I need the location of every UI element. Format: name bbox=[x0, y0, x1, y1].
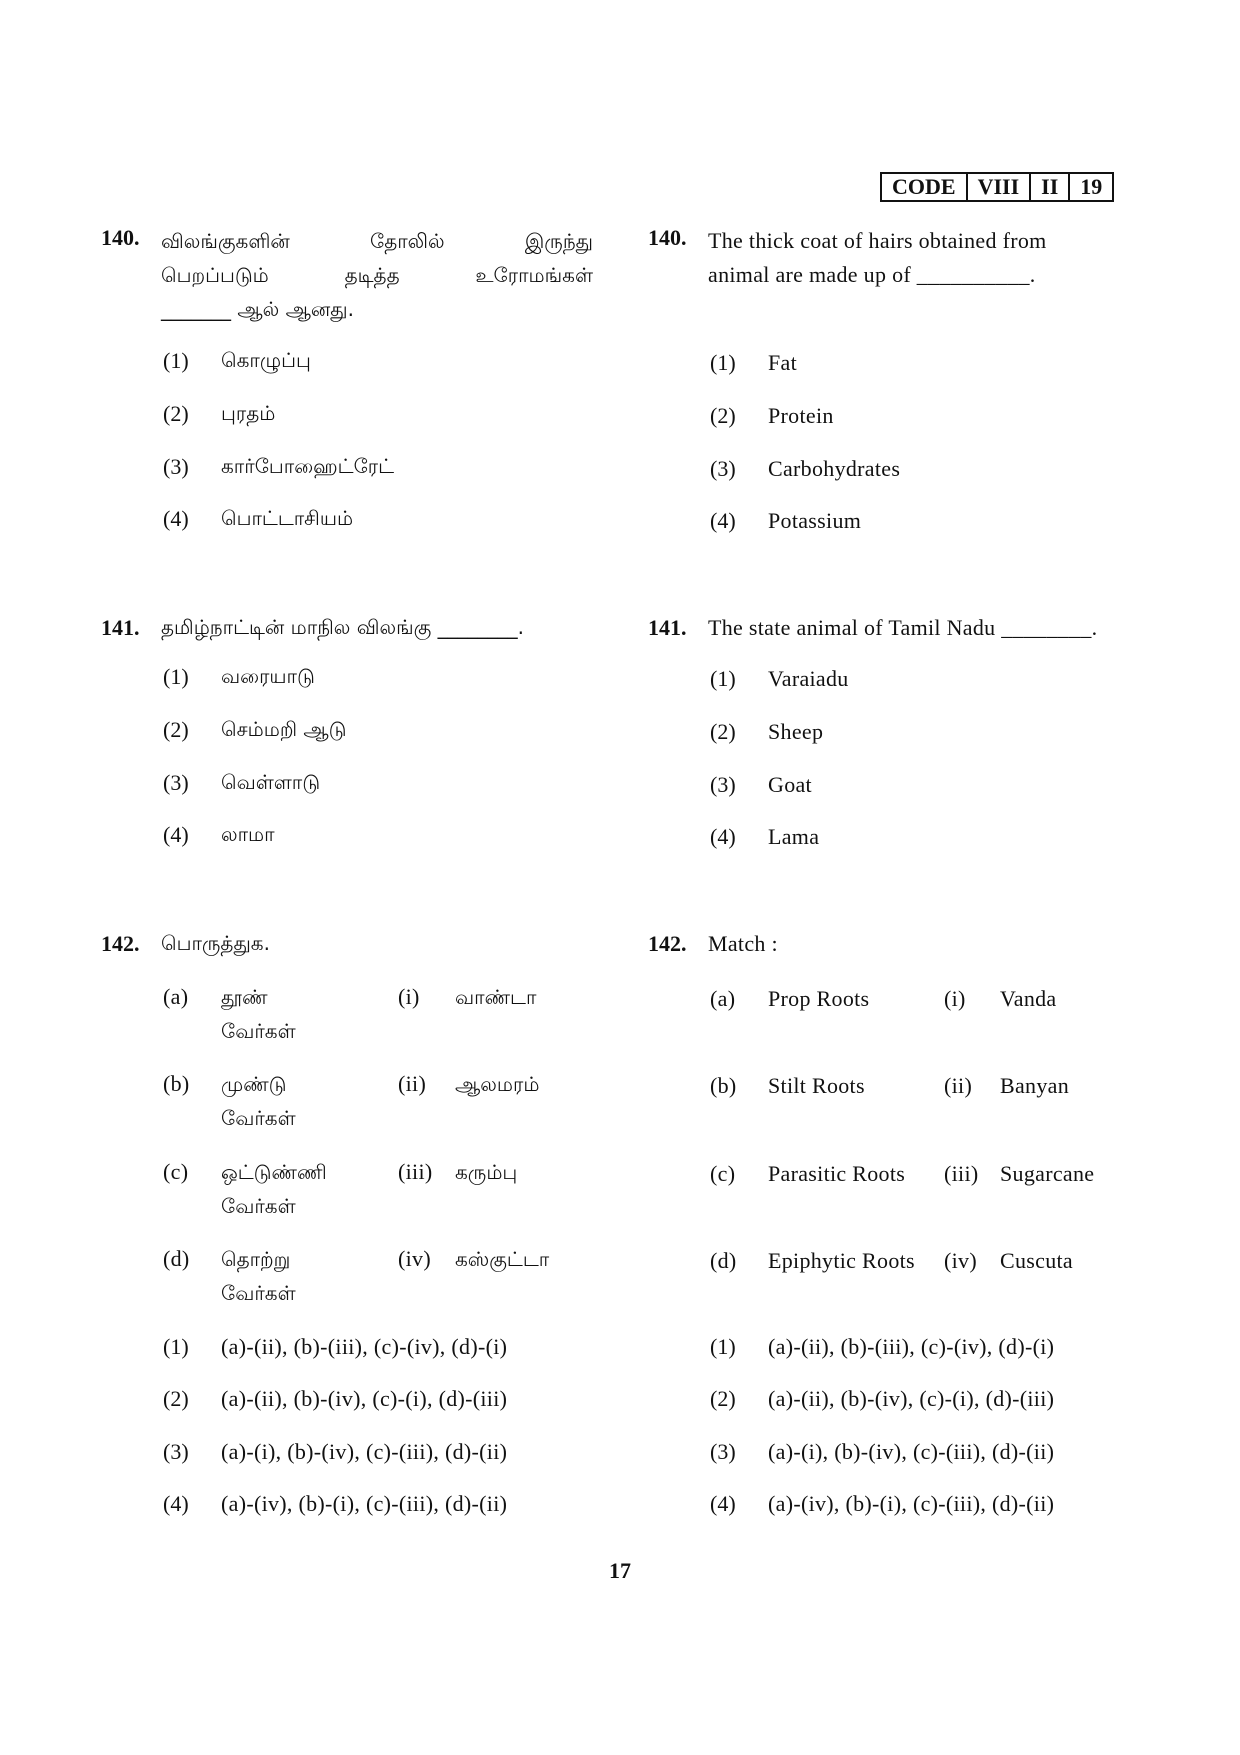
match-left-text: வேர்கள் bbox=[221, 1281, 296, 1305]
option-number: (1) bbox=[710, 1334, 736, 1359]
match-left-text: Epiphytic Roots bbox=[768, 1248, 915, 1273]
question-line: The thick coat of hairs obtained from bbox=[708, 228, 1047, 253]
option-number: (3) bbox=[710, 456, 736, 481]
match-left-text: வேர்கள் bbox=[221, 1194, 296, 1218]
option-number: (4) bbox=[710, 508, 736, 533]
question-number: 140. bbox=[101, 225, 140, 250]
match-left-text: Prop Roots bbox=[768, 986, 870, 1011]
question-line: _______ ஆல் ஆனது. bbox=[161, 297, 354, 321]
option-number: (2) bbox=[710, 403, 736, 428]
question-line: animal are made up of __________. bbox=[708, 262, 1036, 287]
match-left-text: Parasitic Roots bbox=[768, 1161, 906, 1186]
match-right-text: Cuscuta bbox=[1000, 1248, 1073, 1273]
option-number: (1) bbox=[710, 666, 736, 691]
match-right-text: ஆலமரம் bbox=[455, 1072, 540, 1096]
question-text: தமிழ்நாட்டின் மாநில விலங்கு ________. bbox=[161, 615, 524, 639]
match-left-text: ஒட்டுண்ணி bbox=[221, 1160, 327, 1184]
question-number: 142. bbox=[101, 931, 140, 956]
match-left-label: (d) bbox=[163, 1246, 190, 1271]
match-left-label: (c) bbox=[163, 1159, 189, 1184]
option-number: (1) bbox=[163, 1334, 189, 1359]
match-left-label: (a) bbox=[710, 986, 736, 1011]
match-left-label: (a) bbox=[163, 984, 189, 1009]
page-number: 17 bbox=[609, 1558, 631, 1583]
match-left-text: வேர்கள் bbox=[221, 1106, 296, 1130]
question-number: 141. bbox=[101, 615, 140, 640]
match-right-label: (i) bbox=[398, 984, 420, 1009]
option-text: புரதம் bbox=[221, 401, 276, 425]
match-right-label: (iv) bbox=[398, 1246, 431, 1271]
match-right-text: வாண்டா bbox=[455, 985, 537, 1009]
option-text: (a)-(ii), (b)-(iv), (c)-(i), (d)-(iii) bbox=[221, 1386, 508, 1411]
question-text bbox=[708, 224, 1138, 292]
option-text: லாமா bbox=[221, 822, 275, 846]
option-text: (a)-(iv), (b)-(i), (c)-(iii), (d)-(ii) bbox=[221, 1491, 508, 1516]
option-number: (3) bbox=[163, 770, 189, 795]
option-text: Potassium bbox=[768, 508, 862, 533]
option-number: (4) bbox=[163, 1491, 189, 1516]
option-number: (1) bbox=[710, 350, 736, 375]
question-number: 142. bbox=[648, 931, 687, 956]
code-box bbox=[880, 172, 1114, 202]
match-right-label: (i) bbox=[944, 986, 966, 1011]
option-number: (4) bbox=[710, 1491, 736, 1516]
match-left-text: தூண் bbox=[221, 985, 268, 1009]
option-number: (2) bbox=[710, 719, 736, 744]
question-text bbox=[161, 224, 593, 326]
match-right-label: (iii) bbox=[398, 1159, 433, 1184]
option-number: (4) bbox=[163, 822, 189, 847]
option-text: பொட்டாசியம் bbox=[221, 506, 354, 530]
option-text: வெள்ளாடு bbox=[221, 770, 321, 794]
match-right-label: (ii) bbox=[944, 1073, 973, 1098]
code-number: 19 bbox=[1080, 174, 1103, 199]
option-text: Goat bbox=[768, 772, 812, 797]
question-text: Match : bbox=[708, 931, 778, 956]
code-class: VIII bbox=[968, 174, 1032, 200]
match-left-text: தொற்று bbox=[221, 1247, 291, 1271]
option-text: Fat bbox=[768, 350, 798, 375]
option-text: (a)-(i), (b)-(iv), (c)-(iii), (d)-(ii) bbox=[768, 1439, 1055, 1464]
code-label: CODE bbox=[882, 174, 968, 200]
match-left-label: (d) bbox=[710, 1248, 737, 1273]
option-number: (3) bbox=[163, 1439, 189, 1464]
option-text: Sheep bbox=[768, 719, 824, 744]
option-text: Carbohydrates bbox=[768, 456, 901, 481]
option-number: (3) bbox=[710, 1439, 736, 1464]
match-left-label: (c) bbox=[710, 1161, 736, 1186]
option-text: Varaiadu bbox=[768, 666, 849, 691]
match-right-text: கரும்பு bbox=[455, 1160, 518, 1184]
option-number: (4) bbox=[163, 506, 189, 531]
option-text: செம்மறி ஆடு bbox=[221, 717, 347, 741]
question-line: பெறப்படும் தடித்த உரோமங்கள் bbox=[161, 263, 593, 287]
option-text: Protein bbox=[768, 403, 834, 428]
code-term: II bbox=[1031, 174, 1070, 200]
option-text: வரையாடு bbox=[221, 664, 315, 688]
option-number: (3) bbox=[163, 454, 189, 479]
option-number: (2) bbox=[163, 717, 189, 742]
match-left-text: முண்டு bbox=[221, 1072, 287, 1096]
question-number: 140. bbox=[648, 225, 687, 250]
question-line: விலங்குகளின் தோலில் இருந்து bbox=[161, 229, 593, 253]
match-left-text: வேர்கள் bbox=[221, 1019, 296, 1043]
match-left-label: (b) bbox=[163, 1071, 190, 1096]
match-right-text: கஸ்குட்டா bbox=[455, 1247, 550, 1271]
option-text: கொழுப்பு bbox=[221, 348, 311, 372]
option-number: (1) bbox=[163, 348, 189, 373]
option-number: (2) bbox=[163, 401, 189, 426]
option-text: (a)-(i), (b)-(iv), (c)-(iii), (d)-(ii) bbox=[221, 1439, 508, 1464]
match-right-label: (iv) bbox=[944, 1248, 977, 1273]
option-number: (2) bbox=[163, 1386, 189, 1411]
option-text: (a)-(ii), (b)-(iii), (c)-(iv), (d)-(i) bbox=[221, 1334, 508, 1359]
match-left-label: (b) bbox=[710, 1073, 737, 1098]
match-right-label: (iii) bbox=[944, 1161, 979, 1186]
option-text: (a)-(ii), (b)-(iv), (c)-(i), (d)-(iii) bbox=[768, 1386, 1055, 1411]
option-text: கார்போஹைட்ரேட் bbox=[221, 454, 395, 478]
option-number: (1) bbox=[163, 664, 189, 689]
option-number: (4) bbox=[710, 824, 736, 849]
option-number: (2) bbox=[710, 1386, 736, 1411]
match-right-text: Vanda bbox=[1000, 986, 1057, 1011]
question-number: 141. bbox=[648, 615, 687, 640]
match-left-text: Stilt Roots bbox=[768, 1073, 865, 1098]
option-text: Lama bbox=[768, 824, 820, 849]
question-text: The state animal of Tamil Nadu ________. bbox=[708, 615, 1098, 640]
match-right-label: (ii) bbox=[398, 1071, 427, 1096]
question-text: பொருத்துக. bbox=[161, 931, 270, 955]
option-number: (3) bbox=[710, 772, 736, 797]
match-right-text: Sugarcane bbox=[1000, 1161, 1095, 1186]
option-text: (a)-(iv), (b)-(i), (c)-(iii), (d)-(ii) bbox=[768, 1491, 1055, 1516]
match-right-text: Banyan bbox=[1000, 1073, 1070, 1098]
option-text: (a)-(ii), (b)-(iii), (c)-(iv), (d)-(i) bbox=[768, 1334, 1055, 1359]
